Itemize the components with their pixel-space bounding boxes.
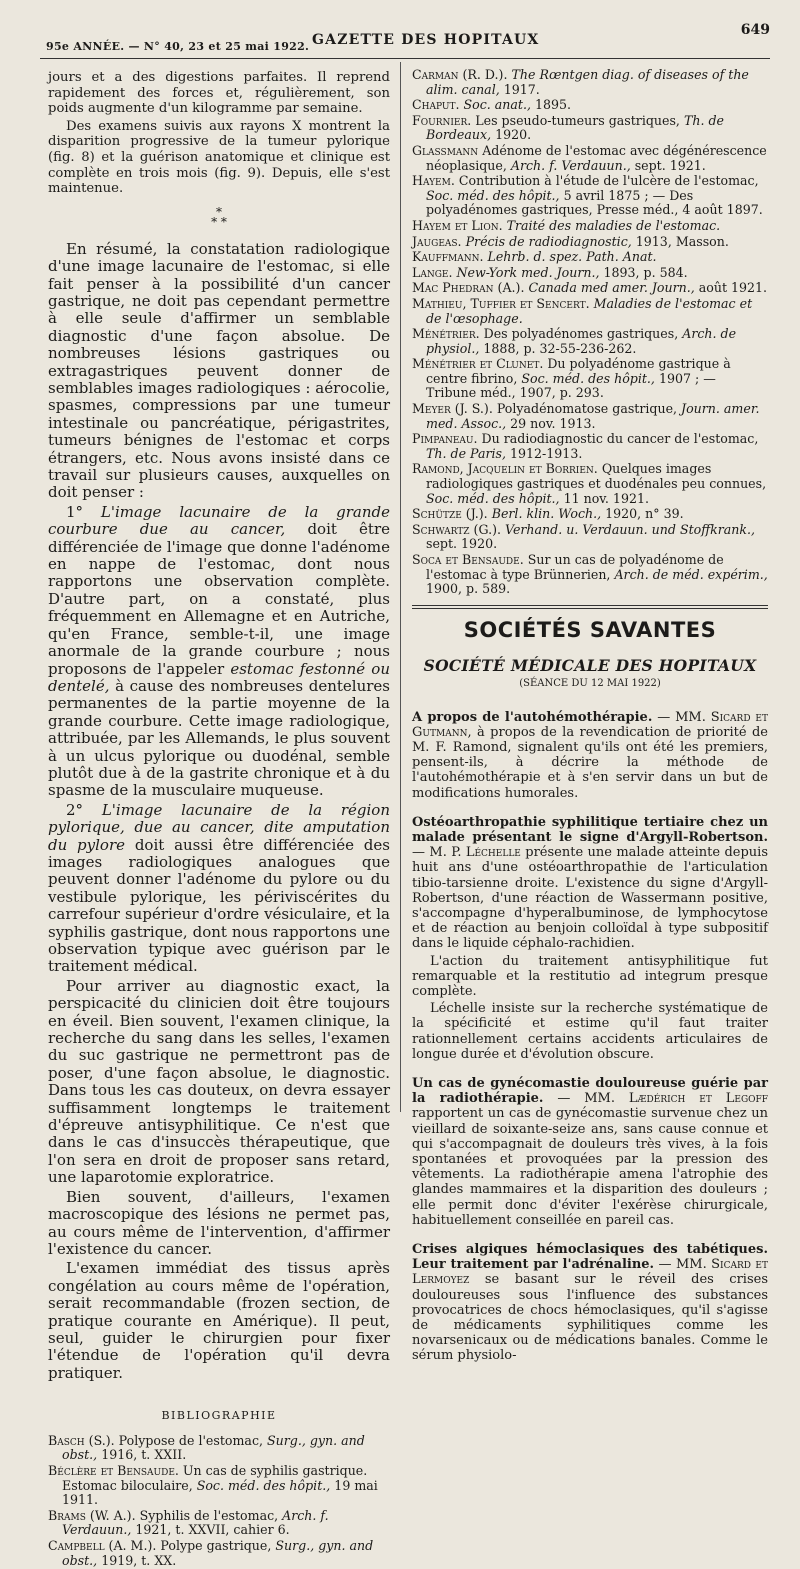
reference-author: Kauffmann. bbox=[412, 249, 484, 265]
report-body: se basant sur le réveil des crises douloureuses sous l'influence des substances provocatrices de chocs hémoclasiques, qu'il s'agisse de médicaments syphilitiques comme les novarsenicaux ou de médications banales. Comme le sérum physiolo- bbox=[412, 1272, 768, 1364]
paragraph: En résumé, la constatation radiologique d'une image lacunaire de l'estomac, si elle fait penser à la possibilité d'un cancer gastrique, ne doit pas cependant permettre à elle seule d'affirmer un semblable diagnostic d'une façon absolue. De nombreuses lésions gastriques ou extragastriques peuvent donner de semblables images radiologiques : aérocolie, spasmes, compressions par une tumeur intestinale ou pancréatique, périgastrites, tumeurs bénignes de l'estomac et corps étrangers, etc. Nous avons insisté dans ce travail sur plusieurs causes, auxquelles on doit penser : bbox=[48, 239, 390, 502]
report-authors: — M. P. Léchelle bbox=[412, 845, 521, 861]
reference-title: Polype gastrique, bbox=[156, 1537, 276, 1553]
reference-entry bbox=[412, 297, 768, 326]
paragraph: 1° L'image lacunaire de la grande courbure due au cancer, doit être différenciée de l'image que donne l'adénome en nappe de l'estomac, dont nous rapportons une observation complète. D'autre part, on a constaté, plus fréquemment en Allemagne et en Autriche, qu'en France, semble-t-il, une image anormale de la grande courbure ; nous proposons de l'appeler estomac festonné ou dentelé, à cause des nombreuses dentelures permanentes de la partie moyenne de la grande courbure. Cette image radiologique, attribuée, par les Allemands, le plus souvent à un ulcus pylorique ou duodénal, semble plutôt due à de la gastrite chronique et à du spasme de la musculaire muqueuse. bbox=[48, 502, 390, 800]
reference-entry bbox=[412, 432, 768, 461]
reference-details: 1921, t. XXVII, cahier 6. bbox=[131, 1522, 290, 1538]
report-body: présente une malade atteinte depuis huit ans d'une ostéoarthropathie de l'articulation tibio-tarsienne droite. L'existence du signe d'Argyll-Robertson, d'une réaction de Wassermann positive, s'accompagne d'hyperalbuminose, de lymphocytose et de réaction au benjoin colloïdal à type subpositif dans le liquide céphalo-rachidien. bbox=[412, 845, 768, 952]
reference-author: Mathieu, Tuffier et Sencert. bbox=[412, 295, 590, 311]
reference-author: Schütze (J.). bbox=[412, 506, 488, 522]
reference-details: 1895. bbox=[530, 97, 572, 113]
reference-entry bbox=[412, 507, 768, 522]
reference-title: Syphilis de l'estomac, bbox=[135, 1507, 283, 1523]
reference-details: 29 nov. 1913. bbox=[506, 415, 596, 431]
bibliography-list-continued bbox=[412, 68, 768, 597]
reference-entry bbox=[412, 266, 768, 281]
reference-details: 1920, n° 39. bbox=[601, 506, 684, 522]
reference-source: Précis de radiodiagnostic, bbox=[465, 233, 632, 249]
reference-details: 1920. bbox=[491, 127, 532, 143]
report-authors: — MM. Sicard et Gutmann, bbox=[412, 709, 768, 740]
reference-source: Lehrb. d. spez. Path. Anat. bbox=[487, 249, 657, 265]
report-title: Crises algiques hémoclasiques des tabétiques. Leur traitement par l'adrénaline. bbox=[412, 1242, 768, 1273]
reference-author: Chaput. bbox=[412, 97, 460, 113]
reference-title: Du polyadénome gastrique à centre fibrino, bbox=[426, 356, 731, 386]
reference-entry bbox=[412, 235, 768, 250]
reference-details: 1917. bbox=[499, 81, 540, 97]
journal-title: GAZETTE DES HOPITAUX bbox=[312, 32, 540, 48]
reference-title: Contribution à l'étude de l'ulcère de l'estomac, bbox=[454, 173, 759, 189]
column-divider bbox=[400, 62, 401, 1112]
bibliography-heading: BIBLIOGRAPHIE bbox=[161, 1409, 277, 1423]
reference-title: Un cas de syphilis gastrique. Estomac biloculaire, bbox=[62, 1462, 368, 1493]
reference-source: Soc. anat., bbox=[463, 97, 531, 113]
reference-details: 1912-1913. bbox=[505, 445, 583, 461]
right-column bbox=[412, 68, 768, 1378]
reference-details: sept. 1920. bbox=[426, 536, 498, 552]
reference-source: Arch. de physiol., bbox=[426, 326, 737, 356]
reference-author: Fournier. bbox=[412, 112, 472, 128]
reference-entry bbox=[412, 462, 768, 506]
session-report bbox=[412, 1242, 768, 1364]
reference-entry bbox=[412, 114, 768, 143]
session-report bbox=[412, 710, 768, 801]
section-separator: * * * bbox=[211, 204, 227, 229]
paragraph: Bien souvent, d'ailleurs, l'examen macroscopique des lésions ne permet pas, au cours même de l'intervention, d'affirmer l'existence du cancer. bbox=[48, 1187, 390, 1258]
left-column bbox=[48, 70, 390, 1569]
paragraph: L'examen immédiat des tissus après congélation au cours même de l'opération, serait recommandable (frozen section, de pratique courante en Amérique). Il peut, seul, guider le chirurgien pour fixer l'étendue de l'opération qu'il devra pratiquer. bbox=[48, 1259, 390, 1382]
reference-author: Hayem et Lion. bbox=[412, 217, 503, 233]
reference-source: Arch. f. Verdauun., bbox=[510, 157, 631, 173]
reference-details: 5 avril 1875 ; — Des polyadénomes gastriques, Presse méd., 4 août 1897. bbox=[426, 187, 763, 218]
double-rule bbox=[412, 605, 768, 609]
reference-entry bbox=[412, 219, 768, 234]
reference-source: Traité des maladies de l'estomac. bbox=[506, 217, 721, 233]
reference-source: Verhand. u. Verdauun. und Stoffkrank., bbox=[505, 521, 756, 537]
reference-title: Du radiodiagnostic du cancer de l'estomac, bbox=[477, 431, 759, 447]
reference-author: Carman (R. D.). bbox=[412, 67, 508, 82]
reference-entry bbox=[48, 1434, 390, 1463]
page-header bbox=[40, 22, 770, 59]
reference-entry bbox=[412, 174, 768, 218]
report-authors: — MM. Lædérich et Legoff bbox=[543, 1091, 768, 1107]
reference-entry bbox=[48, 1509, 390, 1538]
session-reports bbox=[412, 710, 768, 1364]
reference-author: Basch (S.). bbox=[48, 1432, 115, 1448]
reference-entry bbox=[48, 1464, 390, 1508]
report-body: à propos de la revendication de priorité de M. F. Ramond, signalent qu'ils ont été les premiers, pensent-ils, à décrire la méthode de l'autohémothérapie et à s'en servir dans un but de modifications humorales. bbox=[412, 724, 768, 801]
reference-author: Jaugeas. bbox=[412, 233, 462, 249]
reference-source: Arch. de méd. expérim., bbox=[614, 566, 768, 582]
reference-source: Maladies de l'estomac et de l'œsophage. bbox=[426, 295, 753, 326]
session-report bbox=[412, 815, 768, 952]
reference-source: Soc. méd. des hôpit., bbox=[521, 370, 655, 386]
reference-source: Th. de Paris, bbox=[426, 445, 506, 461]
reference-source: Soc. méd. des hôpit., bbox=[196, 1477, 331, 1493]
paragraph: Des examens suivis aux rayons X montrent la disparition progressive de la tumeur pylorique (fig. 8) et la guérison anatomique et clinique est complète en trois mois (fig. 9). Depuis, elle s'est maintenue. bbox=[48, 118, 390, 197]
reference-author: Hayem. bbox=[412, 173, 455, 189]
reference-details: 1893, p. 584. bbox=[599, 264, 688, 280]
paragraph: 2° L'image lacunaire de la région pylorique, due au cancer, dite amputation du pylore doit aussi être différenciée des images radiologiques analogues que peuvent donner l'adénome du pylore ou du vestibule pylorique, les périviscérites du carrefour supérieur d'ordre vésiculaire, et la syphilis gastrique, dont nous rapportons une observation typique avec guérison par le traitement médical. bbox=[48, 800, 390, 976]
issue-info: 95e ANNÉE. — N° 40, 23 et 25 mai 1922. bbox=[46, 40, 310, 53]
reference-details: 1900, p. 589. bbox=[426, 581, 511, 597]
reference-entry bbox=[412, 553, 768, 597]
report-title: Ostéoarthropathie syphilitique tertiaire chez un malade présentant le signe d'Argyll-Robertson. bbox=[412, 814, 768, 845]
reference-details: 11 nov. 1921. bbox=[559, 490, 649, 506]
reference-source: Th. de Bordeaux, bbox=[426, 112, 724, 143]
reference-author: Pimpaneau. bbox=[412, 431, 478, 447]
session-report bbox=[412, 954, 768, 1000]
reference-author: Glassmann bbox=[412, 142, 479, 158]
reference-author: Soca et Bensaude. bbox=[412, 552, 524, 567]
reference-author: Béclère et Bensaude. bbox=[48, 1462, 179, 1478]
reference-source: The Rœntgen diag. of diseases of the alim. canal, bbox=[426, 67, 749, 97]
reference-source: Journ. amer. med. Assoc., bbox=[426, 401, 760, 431]
reference-author: Brams (W. A.). bbox=[48, 1507, 136, 1523]
bibliography-list bbox=[48, 1434, 390, 1568]
reference-source: Canada med amer. Journ., bbox=[528, 280, 695, 296]
section-heading: SOCIÉTÉS SAVANTES bbox=[463, 617, 717, 642]
session-date: (SÉANCE DU 12 MAI 1922) bbox=[519, 677, 661, 689]
reference-title: Polypose de l'estomac, bbox=[114, 1432, 268, 1448]
reference-source: Berl. klin. Woch., bbox=[491, 506, 602, 522]
report-title: Un cas de gynécomastie douloureuse guérie par la radiothérapie. bbox=[412, 1076, 768, 1107]
reference-entry bbox=[412, 402, 768, 431]
reference-author: Lange. bbox=[412, 264, 453, 280]
reference-author: Ramond, Jacquelin et Borrien. bbox=[412, 461, 598, 477]
reference-source: Surg., gyn. and obst., bbox=[62, 1432, 365, 1463]
reference-details: 1913, Masson. bbox=[631, 233, 729, 249]
reference-title: Quelques images radiologiques gastriques et duodénales peu connues, bbox=[426, 461, 767, 492]
reference-source: Soc. méd. des hôpit., bbox=[426, 187, 560, 203]
session-report bbox=[412, 1076, 768, 1228]
reference-title: Polyadénomatose gastrique, bbox=[492, 401, 682, 417]
reference-entry bbox=[412, 281, 768, 296]
reference-details: août 1921. bbox=[694, 280, 768, 296]
reference-author: Campbell (A. M.). bbox=[48, 1537, 157, 1553]
reference-details: 1888, p. 32-55-236-262. bbox=[479, 340, 637, 356]
reference-author: Ménétrier et Clunet. bbox=[412, 356, 544, 372]
page-number: 649 bbox=[740, 22, 770, 38]
reference-entry bbox=[412, 144, 768, 173]
report-title: A propos de l'autohémothérapie. bbox=[412, 709, 653, 725]
report-body: L'action du traitement antisyphilitique fut remarquable et la restitutio ad integrum presque complète. bbox=[412, 953, 768, 1000]
reference-entry bbox=[412, 523, 768, 552]
reference-source: New-York med. Journ., bbox=[456, 264, 600, 280]
society-name: SOCIÉTÉ MÉDICALE DES HOPITAUX bbox=[423, 656, 757, 676]
session-report bbox=[412, 1001, 768, 1062]
reference-details: 1907 ; — Tribune méd., 1907, p. 293. bbox=[426, 370, 716, 401]
paragraph: jours et a des digestions parfaites. Il reprend rapidement des forces et, régulièrement, son poids augmente d'un kilogramme par semaine. bbox=[48, 70, 390, 117]
reference-details: 19 mai 1911. bbox=[62, 1477, 378, 1508]
reference-title: Des polyadénomes gastriques, bbox=[479, 326, 683, 342]
reference-entry bbox=[412, 68, 768, 97]
reference-entry bbox=[412, 250, 768, 265]
reference-entry bbox=[48, 1539, 390, 1568]
reference-author: Ménétrier. bbox=[412, 326, 480, 342]
reference-entry bbox=[412, 98, 768, 113]
reference-entry bbox=[412, 357, 768, 401]
reference-author: Meyer (J. S.). bbox=[412, 401, 493, 417]
reference-entry bbox=[412, 327, 768, 356]
reference-details: 1919, t. XX. bbox=[97, 1552, 177, 1568]
reference-title: Adénome de l'estomac avec dégénérescence néoplasique, bbox=[426, 142, 767, 173]
reference-source: Surg., gyn. and obst., bbox=[62, 1537, 374, 1568]
report-body: Léchelle insiste sur la recherche systématique de la spécificité et estime qu'il faut traiter rationnellement certains accidents articulaires de longue durée et d'évolution obscure. bbox=[412, 1001, 768, 1062]
reference-details: sept. 1921. bbox=[630, 157, 706, 173]
reference-author: Schwartz (G.). bbox=[412, 521, 501, 537]
reference-title: Les pseudo-tumeurs gastriques, bbox=[471, 112, 684, 128]
paragraph: Pour arriver au diagnostic exact, la perspicacité du clinicien doit être toujours en éveil. Bien souvent, l'examen clinique, la recherche du sang dans les selles, l'examen du suc gastrique ne permettront pas de poser, d'une façon absolue, le diagnostic. Dans tous les cas douteux, on devra essayer suffisamment longtemps le traitement d'épreuve antisyphilitique. Ce n'est que dans le cas d'insuccès thérapeutique, que l'on sera en droit de proposer sans retard, une laparotomie exploratrice. bbox=[48, 976, 390, 1187]
reference-title: Sur un cas de polyadénome de l'estomac à type Brünnerien, bbox=[426, 552, 724, 582]
reference-source: Arch. f. Verdauun., bbox=[62, 1507, 329, 1538]
reference-source: Soc. méd. des hôpit., bbox=[426, 490, 560, 506]
report-authors: — MM. Sicard et Lermoyez bbox=[412, 1257, 768, 1288]
reference-author: Mac Phedran (A.). bbox=[412, 280, 525, 296]
reference-details: 1916, t. XXII. bbox=[97, 1447, 187, 1463]
report-body: rapportent un cas de gynécomastie survenue chez un vieillard de soixante-seize ans, sans cause connue et qui s'accompagnait de douleurs très vives, à la fois spontanées et provoquées par la pression des vêtements. La radiothérapie amena l'atrophie des glandes mammaires et la disparition des douleurs ; elle permit donc d'éviter l'exérèse chirurgicale, habituellement conseillée en pareil cas. bbox=[412, 1106, 768, 1228]
